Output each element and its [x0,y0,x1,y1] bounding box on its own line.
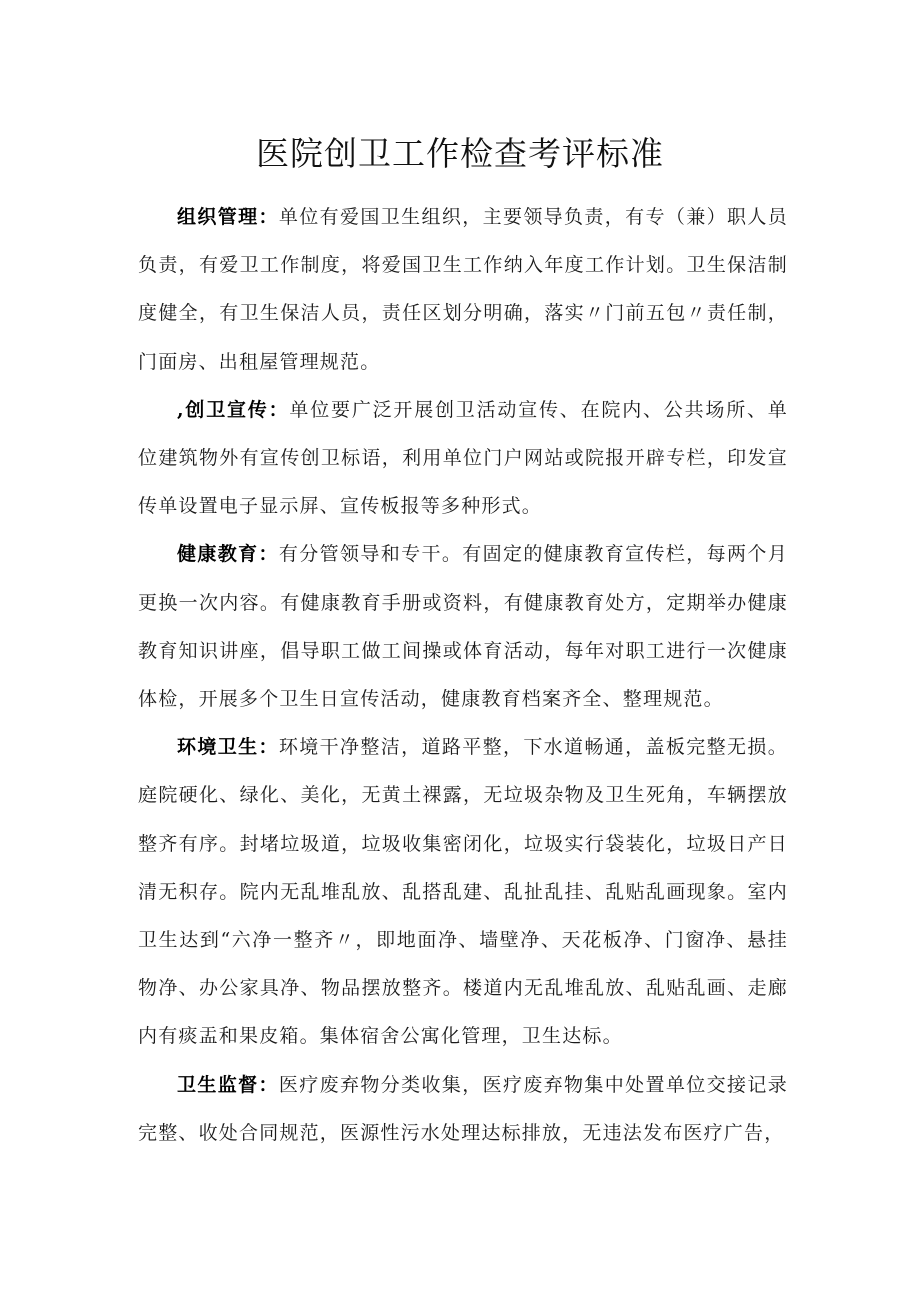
section-text: 单位有爱国卫生组织，主要领导负责，有专（兼）职人员负责，有爱卫工作制度，将爱国卫生工作纳入年度工作计划。卫生保洁制度健全，有卫生保洁人员，责任区划分明确，落实〃门前五包〃责任制，门面房、出租屋管理规范。 [138,206,788,373]
section-campaign-publicity [138,386,788,531]
section-health-supervision [138,1061,788,1157]
section-organization-management [138,193,788,386]
section-health-education [138,530,788,723]
section-heading: 环境卫生： [177,736,279,759]
document-title: 医院创卫工作检查考评标准 [256,134,664,173]
section-heading: 健康教育： [177,543,279,566]
section-heading: ,创卫宣传： [177,398,290,421]
section-text: 有分管领导和专干。有固定的健康教育宣传栏，每两个月更换一次内容。有健康教育手册或资料，有健康教育处方，定期举办健康教育知识讲座，倡导职工做工间操或体育活动，每年对职工进行一次健康体检，开展多个卫生日宣传活动，健康教育档案齐全、整理规范。 [138,543,788,711]
section-text: 单位要广泛开展创卫活动宣传、在院内、公共场所、单位建筑物外有宣传创卫标语，利用单位门户网站或院报开辟专栏，印发宣传单设置电子显示屏、宣传板报等多种形式。 [138,398,788,518]
section-text: 环境干净整洁，道路平整，下水道畅通，盖板完整无损。庭院硬化、绿化、美化，无黄土裸露，无垃圾杂物及卫生死角，车辆摆放整齐有序。封堵垃圾道，垃圾收集密闭化，垃圾实行袋装化，垃圾日产日清无积存。院内无乱堆乱放、乱搭乱建、乱扯乱挂、乱贴乱画现象。室内卫生达到“六净一整齐〃，即地面净、墙壁净、天花板净、门窗净、悬挂物净、办公家具净、物品摆放整齐。楼道内无乱堆乱放、乱贴乱画、走廊内有痰盂和果皮箱。集体宿舍公寓化管理，卫生达标。 [138,736,788,1048]
section-heading: 卫生监督： [177,1073,279,1096]
section-text: 医疗废弃物分类收集，医疗废弃物集中处置单位交接记录完整、收处合同规范，医源性污水处理达标排放，无违法发布医疗广告， [138,1073,788,1144]
section-heading: 组织管理： [177,206,279,228]
document-body [138,193,788,1157]
section-environmental-hygiene [138,723,788,1060]
